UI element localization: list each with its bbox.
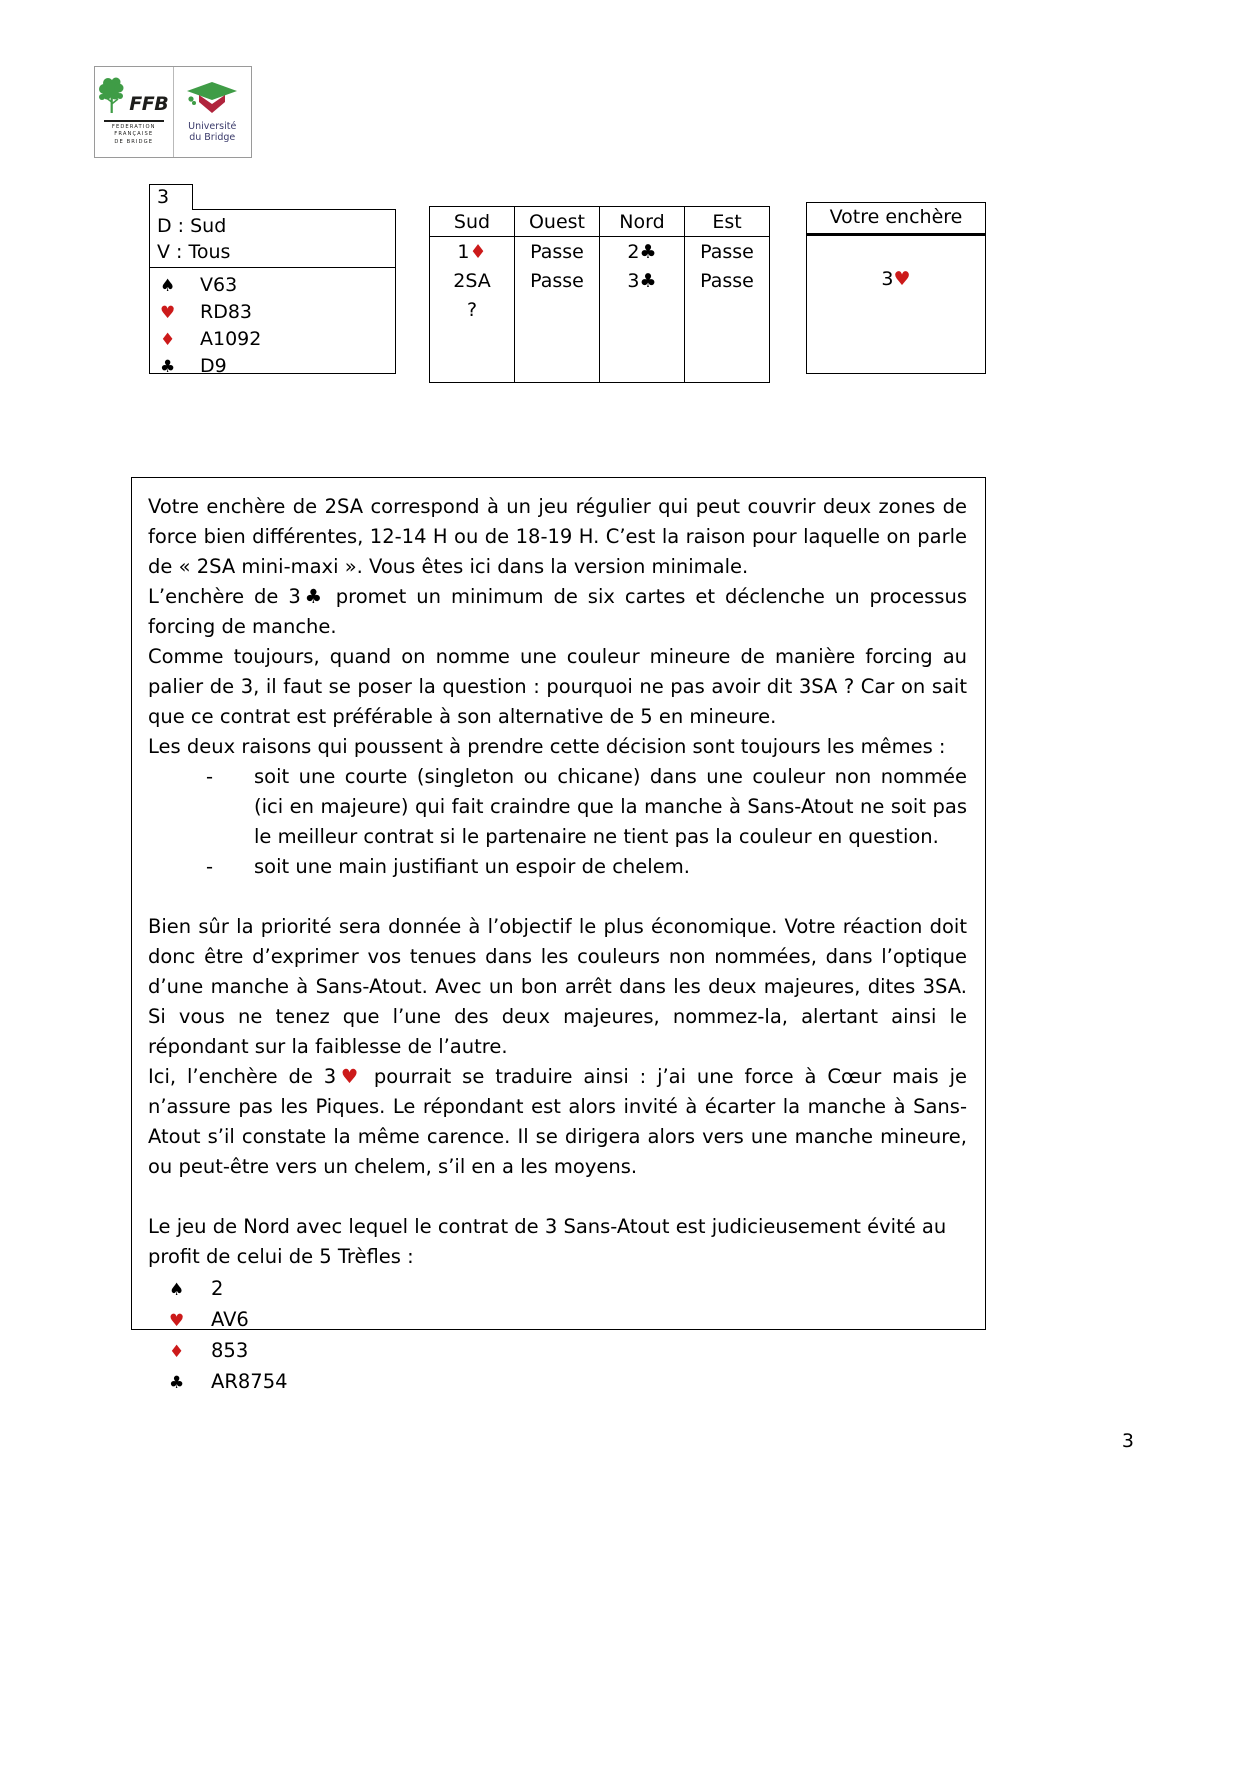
- auction-row-blank: [430, 324, 770, 353]
- deal-hand-box: [149, 209, 396, 377]
- diamond-icon: ♦: [160, 330, 176, 350]
- commentary-paragraph-7: Le jeu de Nord avec lequel le contrat de 3 Sans-Atout est judicieusement évité au profit de celui de 5 Trèfles :: [148, 1215, 947, 1268]
- deal-info: [150, 210, 395, 268]
- auction-row: [430, 266, 770, 295]
- heart-icon: ♥: [160, 303, 176, 323]
- dealer-label: D : Sud: [157, 215, 227, 237]
- hand-suit-row: [157, 299, 395, 326]
- south-hand: [150, 268, 395, 380]
- paragraph-spacer: [148, 882, 967, 912]
- auction-header-est: Est: [685, 207, 770, 237]
- list-item: [206, 852, 967, 882]
- auction-header-nord: Nord: [600, 207, 685, 237]
- auction-cell: [515, 353, 600, 383]
- ffb-subtitle-line-1: FEDERATION: [111, 123, 156, 130]
- ffb-divider-rule: [104, 120, 164, 122]
- auction-header-ouest: Ouest: [515, 207, 600, 237]
- auction-cell: [430, 324, 515, 353]
- club-icon: ♣: [169, 1373, 185, 1393]
- deal-number-tab: 3: [149, 184, 193, 210]
- universite-du-bridge-logo: [174, 67, 252, 157]
- your-bid-title: Votre enchère: [807, 203, 985, 236]
- north-hand: [148, 1274, 967, 1398]
- commentary-paragraph-2: [148, 582, 967, 642]
- hand-suit-cards: V63: [200, 274, 238, 296]
- ffb-subtitle-line-3: DE BRIDGE: [114, 138, 154, 145]
- commentary-paragraph-1: Votre enchère de 2SA correspond à un jeu régulier qui peut couvrir deux zones de force bien différentes, 12-14 H ou de 18-19 H. C’est la raison pour laquelle on parle de « 2SA mini-maxi ». Vous êtes ici dans la version minimale.: [148, 495, 967, 578]
- paragraph-spacer: [148, 1182, 967, 1212]
- ffb-subtitle-line-2: FRANÇAISE: [114, 131, 154, 138]
- auction-cell: [430, 353, 515, 383]
- auction-cell: [685, 324, 770, 353]
- bid-call: Passe: [700, 269, 754, 292]
- universite-label-line-1: Université: [188, 121, 237, 133]
- auction-cell: [430, 237, 515, 267]
- your-bid-box: [806, 202, 986, 374]
- club-icon: ♣: [639, 269, 657, 292]
- diamond-icon: ♦: [469, 240, 487, 263]
- auction-cell: [600, 237, 685, 267]
- commentary-frame: [131, 477, 986, 1393]
- hand-suit-cards: 2: [211, 1277, 224, 1300]
- bid-level: 1: [457, 240, 470, 263]
- auction-cell: [685, 353, 770, 383]
- auction-cell: [685, 266, 770, 295]
- club-icon: ♣: [160, 357, 176, 377]
- graduation-cap-icon: [185, 80, 239, 118]
- ffb-wordmark: FFB: [129, 92, 169, 115]
- auction-row-blank: [430, 353, 770, 383]
- ffb-logo: [95, 67, 174, 157]
- bid-level: 3: [627, 269, 640, 292]
- auction-cell: [600, 266, 685, 295]
- hand-suit-cards: 853: [211, 1339, 249, 1362]
- auction-cell: [600, 295, 685, 324]
- spade-icon: ♠: [169, 1280, 185, 1300]
- auction-cell: [515, 324, 600, 353]
- commentary-p2-before: L’enchère de 3: [148, 585, 301, 608]
- spade-icon: ♠: [160, 276, 176, 296]
- your-bid-level: 3: [881, 268, 894, 290]
- bid-call: Passe: [530, 269, 584, 292]
- universite-label-line-2: du Bridge: [189, 132, 236, 143]
- vulnerability-label: V : Tous: [157, 241, 231, 263]
- heart-icon: ♥: [336, 1065, 364, 1088]
- hand-suit-cards: A1092: [200, 328, 262, 350]
- page-number: 3: [1121, 1430, 1134, 1452]
- commentary-paragraph-3: Comme toujours, quand on nomme une couleur mineure de manière forcing au palier de 3, il faut se poser la question : pourquoi ne pas avoir dit 3SA ? Car on sait que ce contrat est préférable à son alternative de 5 en mineure.: [148, 645, 967, 728]
- commentary-paragraph-6: [148, 1062, 967, 1182]
- bid-call: Passe: [530, 240, 584, 263]
- commentary-p2-after: promet un minimum de six cartes et déclenche un processus forcing de manche.: [148, 585, 967, 638]
- hand-suit-row: [157, 326, 395, 353]
- heart-icon: ♥: [169, 1311, 185, 1331]
- auction-row: [430, 237, 770, 267]
- dash-bullet-icon: -: [206, 855, 214, 878]
- list-item-text: soit une courte (singleton ou chicane) dans une couleur non nommée (ici en majeure) qui fait craindre que la manche à Sans-Atout ne soit pas le meilleur contrat si le partenaire ne tient pas la couleur en question.: [254, 765, 967, 848]
- reasons-list: [148, 762, 967, 882]
- commentary-paragraph-4: Les deux raisons qui poussent à prendre cette décision sont toujours les mêmes :: [148, 735, 946, 758]
- bid-level: 2: [627, 240, 640, 263]
- hand-suit-row: [157, 353, 395, 380]
- bid-call: Passe: [700, 240, 754, 263]
- auction-table: [429, 206, 770, 383]
- hand-suit-row: [157, 272, 395, 299]
- hand-suit-cards: AV6: [211, 1308, 249, 1331]
- auction-cell: [600, 353, 685, 383]
- auction-header-sud: Sud: [430, 207, 515, 237]
- auction-cell: [685, 237, 770, 267]
- hand-suit-row: [166, 1336, 967, 1367]
- auction-cell-question: ?: [430, 295, 515, 324]
- club-icon: ♣: [639, 240, 657, 263]
- auction-cell: [600, 324, 685, 353]
- ffb-logo-top: [99, 78, 168, 118]
- hand-suit-row: [166, 1274, 967, 1305]
- dash-bullet-icon: -: [206, 765, 214, 788]
- club-icon: ♣: [300, 585, 326, 608]
- auction-cell: [430, 266, 515, 295]
- bid-call: 2SA: [453, 269, 491, 292]
- auction-cell: [515, 266, 600, 295]
- hand-suit-row: [166, 1367, 967, 1398]
- heart-icon: ♥: [893, 268, 911, 290]
- auction-cell: [685, 295, 770, 324]
- hand-suit-row: [166, 1305, 967, 1336]
- tree-icon: [99, 76, 127, 118]
- diamond-icon: ♦: [169, 1342, 185, 1362]
- your-bid-value: [807, 268, 985, 290]
- auction-cell: [515, 295, 600, 324]
- commentary-paragraph-5: Bien sûr la priorité sera donnée à l’objectif le plus économique. Votre réaction doit donc être d’exprimer vos tenues dans les couleurs non nommées, dans l’optique d’une manche à Sans-Atout. Avec un bon arrêt dans les deux majeures, dites 3SA. Si vous ne tenez que l’une des deux majeures, nommez-la, alertant ainsi le répondant sur la faiblesse de l’autre.: [148, 915, 967, 1058]
- commentary-p6-after: pourrait se traduire ainsi : j’ai une force à Cœur mais je n’assure pas les Piques. Le répondant est alors invité à écarter la manche à Sans-Atout s’il constate la même carence. Il se dirigera alors vers une manche mineure, ou peut-être vers un chelem, s’il en a les moyens.: [148, 1065, 967, 1178]
- hand-suit-cards: D9: [200, 355, 227, 377]
- list-item-text: soit une main justifiant un espoir de chelem.: [254, 855, 690, 878]
- auction-cell: [515, 237, 600, 267]
- commentary-p6-before: Ici, l’enchère de 3: [148, 1065, 337, 1088]
- hand-suit-cards: AR8754: [211, 1370, 288, 1393]
- auction-row: [430, 295, 770, 324]
- list-item: [206, 762, 967, 852]
- federation-logo-box: [94, 66, 252, 158]
- hand-suit-cards: RD83: [200, 301, 253, 323]
- auction-header-row: [430, 207, 770, 237]
